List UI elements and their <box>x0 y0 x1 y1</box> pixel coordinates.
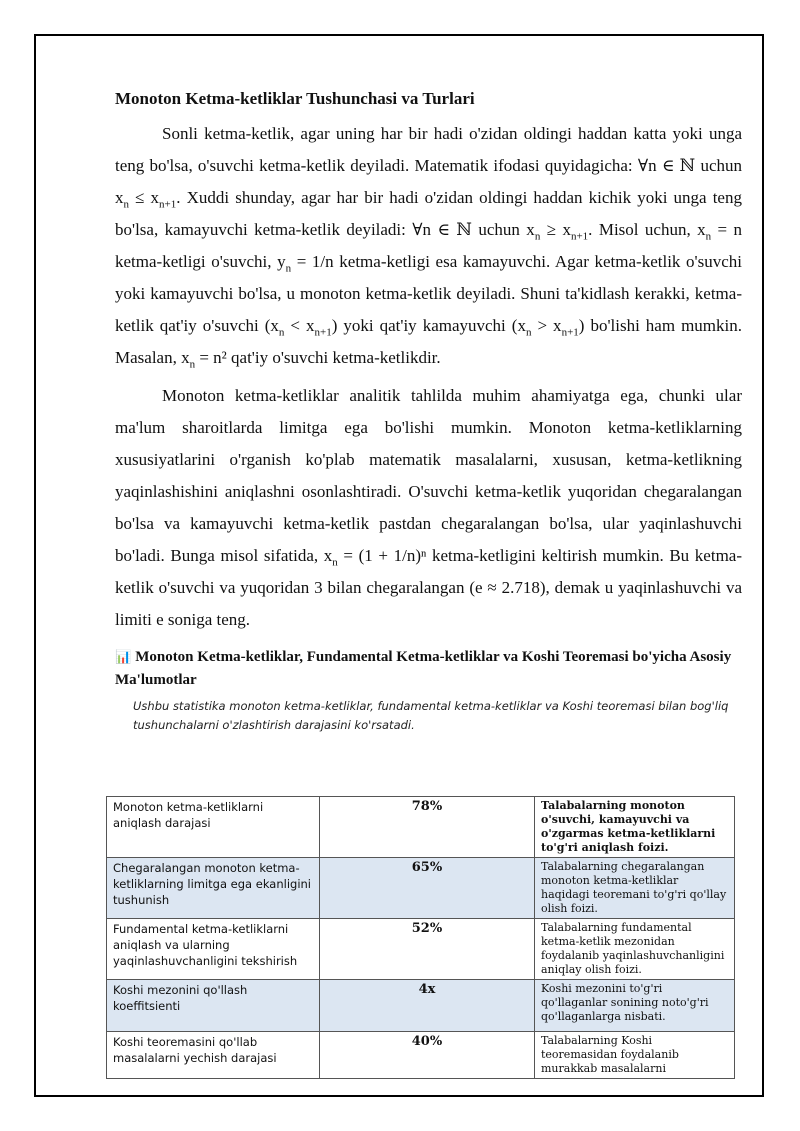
stat-label: Fundamental ketma-ketliklarni aniqlash va ularning yaqinlashuvchanligini tekshirish <box>107 919 320 980</box>
stat-description: Koshi mezonini to'g'ri qo'llaganlar sonining noto'g'ri qo'llaganlarga nisbati. <box>535 980 735 1032</box>
stats-table <box>106 796 735 1079</box>
stat-description: Talabalarning monoton o'suvchi, kamayuvchi va o'zgarmas ketma-ketliklarni to'g'ri aniqlash foizi. <box>535 797 735 858</box>
stat-description: Talabalarning Koshi teoremasidan foydalanib murakkab masalalarni <box>535 1032 735 1079</box>
stat-value: 40% <box>320 1032 535 1079</box>
stat-value: 4x <box>320 980 535 1032</box>
stat-label: Monoton ketma-ketliklarni aniqlash darajasi <box>107 797 320 858</box>
stat-label: Chegaralangan monoton ketma-ketliklarning limitga ega ekanligini tushunish <box>107 858 320 919</box>
table-row <box>107 980 735 1032</box>
paragraph-convergence: Monoton ketma-ketliklar analitik tahlilda muhim ahamiyatga ega, chunki ular ma'lum sharoitlarda limitga ega bo'lishi mumkin. Monoton ketma-ketliklarning xususiyatlarini o'rganish ko'plab matematik masalalarni, xususan, ketma-ketlikning yaqinlashishini aniqlashni osonlashtiradi. O'suvchi ketma-ketlik yuqoridan chegaralangan bo'lsa va kamayuvchi ketma-ketlik pastdan chegaralangan bo'lsa, ular yaqinlashuvchi bo'ladi. Bunga misol sifatida, $x_n = (1 + 1/n)^n$ ketma-ketligini keltirish mumkin. Bu ketma-ketlik o'suvchi va yuqoridan 3 bilan chegaralangan (e ≈ 2.718), demak u yaqinlashuvchi va limiti e soniga teng. <box>115 386 742 629</box>
stat-value: 52% <box>320 919 535 980</box>
stat-label: Koshi mezonini qo'llash koeffitsienti <box>107 980 320 1032</box>
document-body <box>115 86 742 735</box>
stat-label: Koshi teoremasini qo'llab masalalarni yechish darajasi <box>107 1032 320 1079</box>
stats-description: Ushbu statistika monoton ketma-ketliklar, fundamental ketma-ketliklar va Koshi teoremasi bilan bog'liq tushunchalarni o'zlashtirish darajasini ko'rsatadi. <box>133 699 729 732</box>
table-row <box>107 858 735 919</box>
bar-chart-icon: 📊 <box>115 650 132 665</box>
stat-value: 78% <box>320 797 535 858</box>
stat-description: Talabalarning fundamental ketma-ketlik mezonidan foydalanib yaqinlashuvchanligini aniqlay olish foizi. <box>535 919 735 980</box>
stat-value: 65% <box>320 858 535 919</box>
paragraph-definition: Sonli ketma-ketlik, agar uning har bir hadi o'zidan oldingi haddan katta yoki unga teng bo'lsa, o'suvchi ketma-ketlik deyiladi. Matematik ifodasi quyidagicha: ∀n ∈ ℕ uchun $x_n \le x_{n+1}$. Xuddi shunday, agar har bir hadi o'zidan oldingi haddan kichik yoki unga teng bo'lsa, kamayuvchi ketma-ketlik deyiladi: ∀n ∈ ℕ uchun $x_n \ge x_{n+1}$. Misol uchun, $x_n = n$ ketma-ketligi o'suvchi, $y_n = 1/n$ ketma-ketligi esa kamayuvchi. Agar ketma-ketlik o'suvchi yoki kamayuvchi bo'lsa, u monoton ketma-ketlik deyiladi. Shuni ta'kidlash kerakki, ketma-ketlik qat'iy o'suvchi $(x_n < x_{n+1})$ yoki qat'iy kamayuvchi $(x_n > x_{n+1})$ bo'lishi ham mumkin. Masalan, $x_n = n^2$ qat'iy o'suvchi ketma-ketlikdir. <box>115 124 742 371</box>
page-title: Monoton Ketma-ketliklar Tushunchasi va Turlari <box>115 89 475 108</box>
table-row <box>107 1032 735 1079</box>
table-row <box>107 919 735 980</box>
stat-description: Talabalarning chegaralangan monoton ketma-ketliklar haqidagi teoremani to'g'ri qo'llay olish foizi. <box>535 858 735 919</box>
stats-heading: 📊 Monoton Ketma-ketliklar, Fundamental Ketma-ketliklar va Koshi Teoremasi bo'yicha Asosiy Ma'lumotlar <box>115 649 732 688</box>
table-row <box>107 797 735 858</box>
